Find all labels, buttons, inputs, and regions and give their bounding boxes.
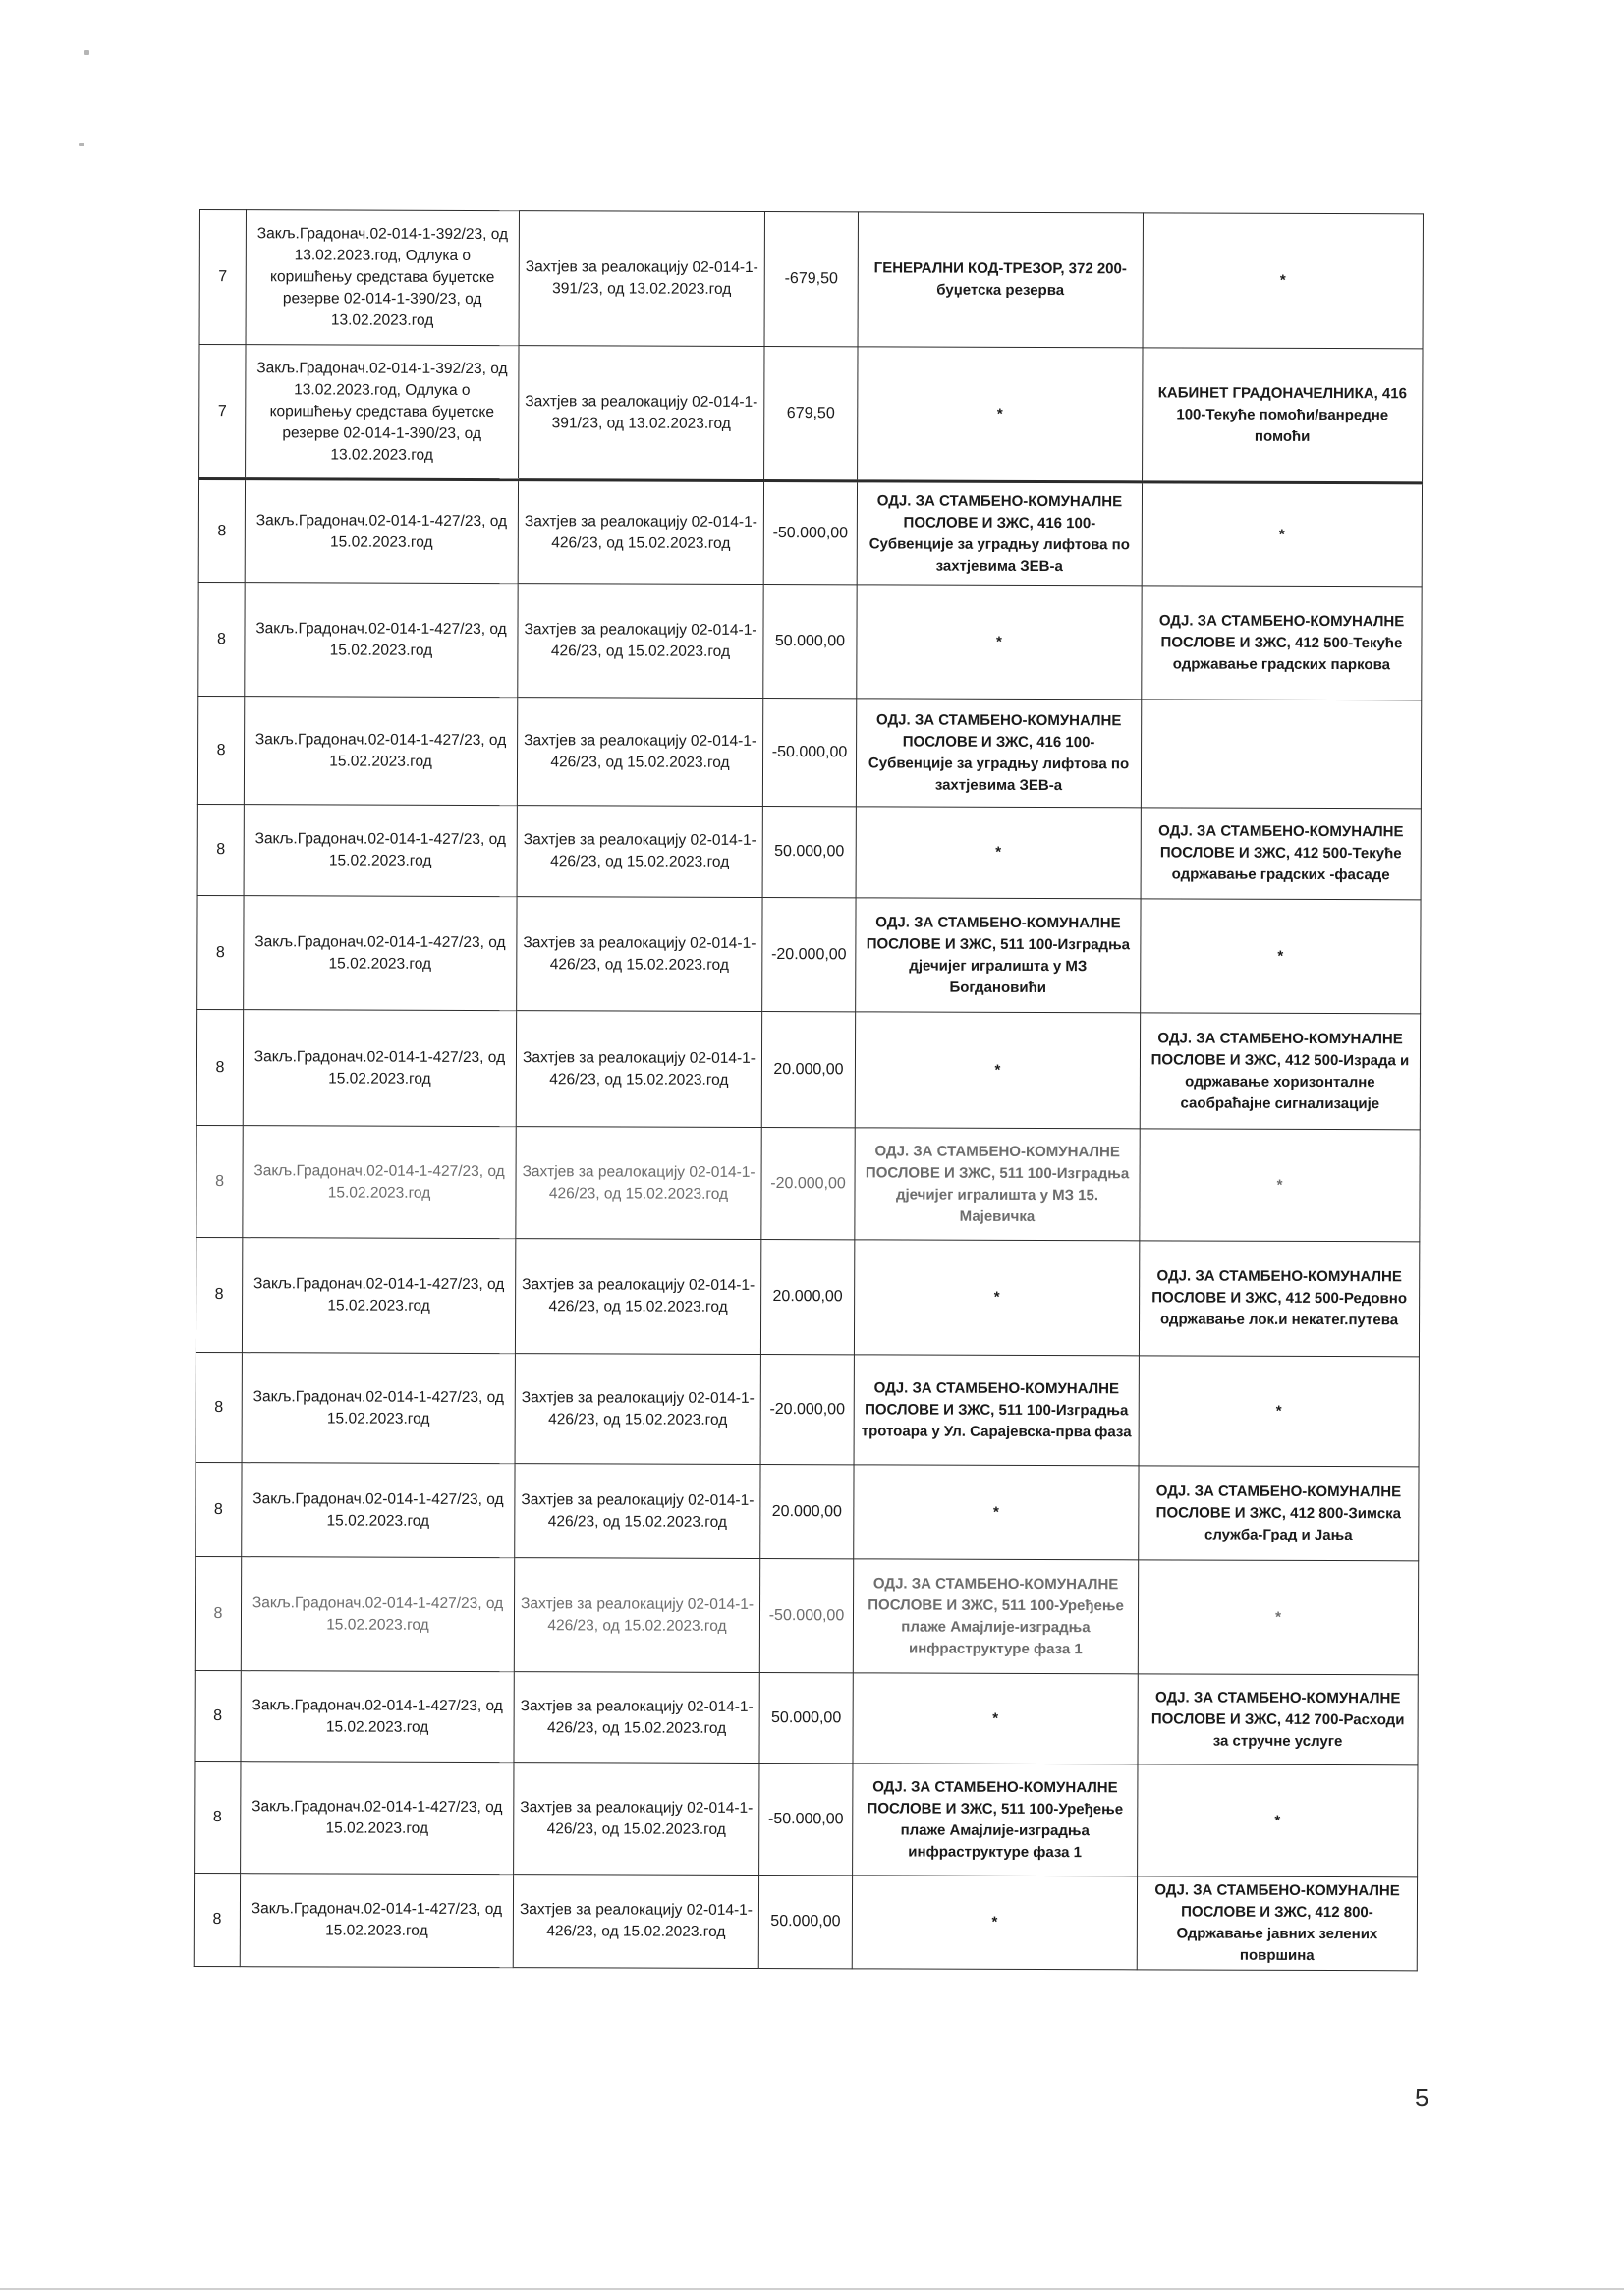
- source-account-cell: ОДЈ. ЗА СТАМБЕНО-КОМУНАЛНЕ ПОСЛОВЕ И ЗЖС, 416 100-Субвенције за уградњу лифтова по захтјевима ЗЕВ-а: [856, 699, 1141, 808]
- scan-speck: [79, 143, 84, 146]
- table-row: [196, 1352, 1419, 1466]
- table-row: [197, 895, 1421, 1013]
- amount-cell: 50.000,00: [762, 807, 856, 898]
- target-account-cell: ОДЈ. ЗА СТАМБЕНО-КОМУНАЛНЕ ПОСЛОВЕ И ЗЖС, 412 500-Израда и одржавање хоризонталне саобраћајне сигнализације: [1140, 1013, 1420, 1130]
- table-row: [194, 1873, 1417, 1970]
- scan-edge: [0, 2288, 1624, 2290]
- table-row: [197, 696, 1421, 808]
- table-row: [196, 1009, 1420, 1129]
- source-account-cell: *: [854, 1465, 1139, 1560]
- amount-cell: -20.000,00: [760, 1355, 854, 1465]
- amount-cell: 20.000,00: [761, 1012, 855, 1128]
- target-account-cell: *: [1138, 1560, 1418, 1675]
- amount-cell: 679,50: [764, 347, 858, 481]
- table-row: [199, 210, 1423, 349]
- row-number: 8: [196, 1125, 243, 1237]
- amount-cell: -50.000,00: [762, 699, 856, 807]
- amount-cell: -20.000,00: [761, 1128, 855, 1240]
- decision-cell: Закљ.Градонач.02-014-1-392/23, од 13.02.2023.год, Одлука о коришћењу средстава буџетске резерве 02-014-1-390/23, од 13.02.2023.год: [246, 345, 519, 480]
- table-row: [198, 479, 1422, 587]
- table-row: [199, 345, 1423, 483]
- amount-cell: -679,50: [764, 212, 858, 347]
- source-account-cell: *: [857, 585, 1142, 700]
- source-account-cell: ОДЈ. ЗА СТАМБЕНО-КОМУНАЛНЕ ПОСЛОВЕ И ЗЖС, 511 100-Изградња дјечијег игралишта у МЗ Богдановићи: [856, 898, 1141, 1013]
- row-number: 8: [196, 1352, 242, 1462]
- decision-cell: Закљ.Градонач.02-014-1-427/23, од 15.02.2023.год: [243, 1126, 516, 1239]
- decision-cell: Закљ.Градонач.02-014-1-427/23, од 15.02.2023.год: [245, 583, 518, 698]
- request-cell: Захтјев за реалокацију 02-014-1-426/23, од 15.02.2023.год: [517, 806, 762, 898]
- source-account-cell: ОДЈ. ЗА СТАМБЕНО-КОМУНАЛНЕ ПОСЛОВЕ И ЗЖС, 511 100-Уређење плаже Амајлије-изградња инфраструктуре фаза 1: [853, 1764, 1138, 1876]
- request-cell: Захтјев за реалокацију 02-014-1-426/23, од 15.02.2023.год: [515, 1239, 760, 1355]
- row-number: 8: [196, 1009, 243, 1125]
- target-account-cell: [1141, 700, 1421, 809]
- target-account-cell: *: [1140, 1129, 1420, 1242]
- target-account-cell: *: [1142, 482, 1422, 587]
- request-cell: Захтјев за реалокацију 02-014-1-426/23, од 15.02.2023.год: [515, 1354, 760, 1465]
- target-account-cell: *: [1143, 213, 1423, 349]
- table-row: [195, 1670, 1418, 1764]
- decision-cell: Закљ.Градонач.02-014-1-427/23, од 15.02.2023.год: [244, 697, 517, 806]
- decision-cell: Закљ.Градонач.02-014-1-427/23, од 15.02.2023.год: [242, 1353, 515, 1464]
- amount-cell: 20.000,00: [760, 1465, 854, 1559]
- source-account-cell: *: [855, 1012, 1140, 1129]
- row-number: 8: [197, 696, 244, 804]
- row-number: 8: [195, 1556, 241, 1670]
- row-number: 8: [195, 1670, 241, 1761]
- target-account-cell: КАБИНЕТ ГРАДОНАЧЕЛНИКА, 416 100-Текуће помоћи/ванредне помоћи: [1143, 348, 1423, 483]
- source-account-cell: ОДЈ. ЗА СТАМБЕНО-КОМУНАЛНЕ ПОСЛОВЕ И ЗЖС, 416 100-Субвенције за уградњу лифтова по захтјевима ЗЕВ-а: [857, 481, 1142, 586]
- target-account-cell: ОДЈ. ЗА СТАМБЕНО-КОМУНАЛНЕ ПОСЛОВЕ И ЗЖС, 412 500-Текуће одржавање градских -фасаде: [1141, 808, 1421, 900]
- table-row: [196, 1237, 1419, 1356]
- decision-cell: Закљ.Градонач.02-014-1-427/23, од 15.02.2023.год: [242, 1238, 515, 1354]
- source-account-cell: *: [856, 807, 1141, 899]
- scan-speck: [84, 50, 89, 55]
- target-account-cell: *: [1141, 899, 1421, 1014]
- source-account-cell: *: [858, 347, 1143, 482]
- source-account-cell: *: [854, 1240, 1139, 1356]
- request-cell: Захтјев за реалокацију 02-014-1-426/23, од 15.02.2023.год: [516, 1127, 761, 1240]
- page-number: 5: [1415, 2083, 1429, 2112]
- decision-cell: Закљ.Градонач.02-014-1-427/23, од 15.02.2023.год: [243, 1010, 516, 1127]
- table-row: [195, 1556, 1418, 1674]
- row-number: 8: [197, 804, 244, 895]
- request-cell: Захтјев за реалокацију 02-014-1-391/23, од 13.02.2023.год: [519, 211, 764, 347]
- amount-cell: -50.000,00: [759, 1763, 853, 1875]
- request-cell: Захтјев за реалокацију 02-014-1-426/23, од 15.02.2023.год: [515, 1464, 760, 1559]
- source-account-cell: ОДЈ. ЗА СТАМБЕНО-КОМУНАЛНЕ ПОСЛОВЕ И ЗЖС, 511 100-Уређење плаже Амајлије-изградња инфраструктуре фаза 1: [853, 1559, 1138, 1674]
- request-cell: Захтјев за реалокацију 02-014-1-426/23, од 15.02.2023.год: [517, 698, 762, 807]
- target-account-cell: ОДЈ. ЗА СТАМБЕНО-КОМУНАЛНЕ ПОСЛОВЕ И ЗЖС, 412 500-Текуће одржавање градских паркова: [1142, 586, 1422, 700]
- table-row: [197, 804, 1421, 899]
- row-number: 8: [198, 582, 245, 696]
- request-cell: Захтјев за реалокацију 02-014-1-426/23, од 15.02.2023.год: [517, 897, 762, 1012]
- source-account-cell: ОДЈ. ЗА СТАМБЕНО-КОМУНАЛНЕ ПОСЛОВЕ И ЗЖС, 511 100-Изградња дјечијег игралишта у МЗ 15. Мајевичка: [855, 1128, 1140, 1241]
- source-account-cell: ОДЈ. ЗА СТАМБЕНО-КОМУНАЛНЕ ПОСЛОВЕ И ЗЖС, 511 100-Изградња тротоара у Ул. Сарајевска-прва фаза: [854, 1355, 1139, 1466]
- source-account-cell: ГЕНЕРАЛНИ КОД-ТРЕЗОР, 372 200-буџетска резерва: [858, 212, 1143, 348]
- reallocation-table: [194, 209, 1424, 1971]
- amount-cell: 50.000,00: [763, 585, 857, 699]
- row-number: 7: [199, 345, 246, 479]
- target-account-cell: ОДЈ. ЗА СТАМБЕНО-КОМУНАЛНЕ ПОСЛОВЕ И ЗЖС, 412 800-Зимска служба-Град и Јања: [1139, 1466, 1419, 1561]
- decision-cell: Закљ.Градонач.02-014-1-427/23, од 15.02.2023.год: [241, 1762, 514, 1875]
- target-account-cell: ОДЈ. ЗА СТАМБЕНО-КОМУНАЛНЕ ПОСЛОВЕ И ЗЖС, 412 700-Расходи за стручне услуге: [1138, 1674, 1418, 1765]
- amount-cell: 50.000,00: [759, 1672, 853, 1763]
- row-number: 7: [199, 210, 246, 345]
- decision-cell: Закљ.Градонач.02-014-1-392/23, од 13.02.2023.год, Одлука о коришћењу средстава буџетске резерве 02-014-1-390/23, од 13.02.2023.год: [246, 210, 519, 346]
- decision-cell: Закљ.Градонач.02-014-1-427/23, од 15.02.2023.год: [244, 896, 517, 1011]
- decision-cell: Закљ.Градонач.02-014-1-427/23, од 15.02.2023.год: [240, 1874, 513, 1968]
- request-cell: Захтјев за реалокацију 02-014-1-426/23, од 15.02.2023.год: [518, 480, 763, 585]
- request-cell: Захтјев за реалокацију 02-014-1-426/23, од 15.02.2023.год: [513, 1875, 758, 1969]
- decision-cell: Закљ.Градонач.02-014-1-427/23, од 15.02.2023.год: [241, 1557, 514, 1672]
- amount-cell: 20.000,00: [760, 1240, 854, 1355]
- row-number: 8: [198, 479, 245, 583]
- request-cell: Захтјев за реалокацију 02-014-1-426/23, од 15.02.2023.год: [514, 1558, 759, 1673]
- decision-cell: Закљ.Градонач.02-014-1-427/23, од 15.02.2023.год: [242, 1463, 515, 1558]
- row-number: 8: [195, 1761, 241, 1873]
- amount-cell: -20.000,00: [762, 898, 856, 1012]
- row-number: 8: [196, 1462, 242, 1556]
- source-account-cell: *: [853, 1673, 1138, 1764]
- request-cell: Захтјев за реалокацију 02-014-1-426/23, од 15.02.2023.год: [514, 1763, 759, 1876]
- row-number: 8: [196, 1237, 242, 1352]
- target-account-cell: *: [1139, 1356, 1419, 1467]
- target-account-cell: ОДЈ. ЗА СТАМБЕНО-КОМУНАЛНЕ ПОСЛОВЕ И ЗЖС, 412 500-Редовно одржавање лок.и некатег.путева: [1139, 1241, 1419, 1357]
- amount-cell: -50.000,00: [763, 481, 857, 585]
- amount-cell: -50.000,00: [759, 1559, 853, 1673]
- target-account-cell: ОДЈ. ЗА СТАМБЕНО-КОМУНАЛНЕ ПОСЛОВЕ И ЗЖС, 412 800-Одржавање јавних зелених површина: [1137, 1876, 1417, 1971]
- table-row: [196, 1125, 1420, 1241]
- request-cell: Захтјев за реалокацију 02-014-1-426/23, од 15.02.2023.год: [518, 584, 763, 699]
- request-cell: Захтјев за реалокацију 02-014-1-426/23, од 15.02.2023.год: [516, 1011, 761, 1128]
- amount-cell: 50.000,00: [758, 1875, 852, 1968]
- decision-cell: Закљ.Градонач.02-014-1-427/23, од 15.02.2023.год: [245, 479, 518, 584]
- row-number: 8: [194, 1873, 240, 1966]
- request-cell: Захтјев за реалокацију 02-014-1-391/23, од 13.02.2023.год: [519, 346, 764, 481]
- table-row: [198, 582, 1422, 700]
- table-row: [195, 1761, 1418, 1876]
- request-cell: Захтјев за реалокацију 02-014-1-426/23, од 15.02.2023.год: [514, 1672, 759, 1764]
- target-account-cell: *: [1138, 1764, 1418, 1877]
- decision-cell: Закљ.Градонач.02-014-1-427/23, од 15.02.2023.год: [244, 805, 517, 897]
- row-number: 8: [197, 895, 244, 1009]
- decision-cell: Закљ.Градонач.02-014-1-427/23, од 15.02.2023.год: [241, 1671, 514, 1763]
- table-row: [196, 1462, 1419, 1560]
- source-account-cell: *: [852, 1876, 1137, 1970]
